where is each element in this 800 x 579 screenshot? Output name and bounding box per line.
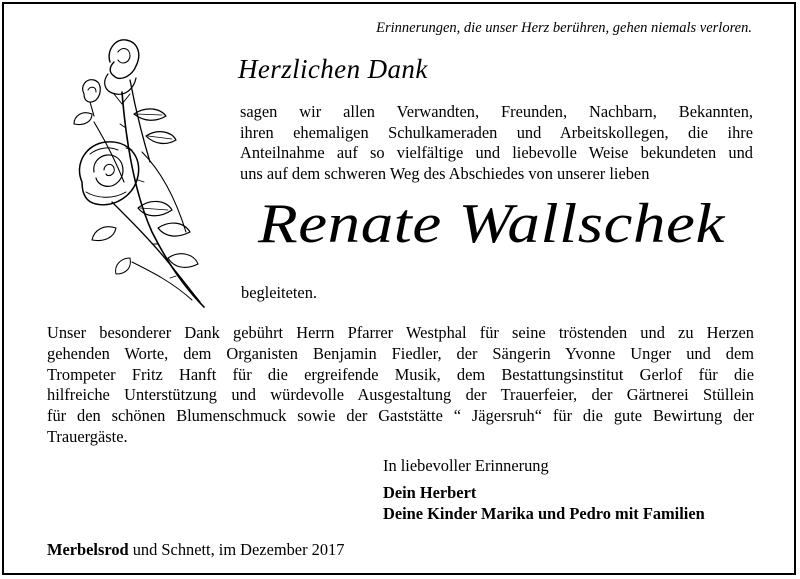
intro-line: Anteilnahme auf so vielfältige und liebevolle Weise bekundeten und xyxy=(240,143,753,163)
intro-paragraph xyxy=(240,102,753,184)
thanks-line: gehenden Worte, dem Organisten Benjamin Fiedler, der Sängerin Yvonne Unger und dem xyxy=(47,343,754,363)
signers xyxy=(383,483,705,524)
heading-thanks: Herzlichen Dank xyxy=(238,54,428,84)
signer-line: Deine Kinder Marika und Pedro mit Familien xyxy=(383,503,705,523)
signer-line: Dein Herbert xyxy=(383,483,477,502)
thanks-paragraph xyxy=(47,323,754,448)
thanks-line: für den schönen Blumenschmuck sowie der Gaststätte “ Jägersruh“ für die gute Bewirtung der xyxy=(47,406,754,426)
thanks-line: Unser besonderer Dank gebührt Herrn Pfarrer Westphal für seine tröstenden und zu Herzen xyxy=(47,323,754,342)
deceased-name: Renate Wallschek xyxy=(258,193,725,255)
intro-line: sagen wir allen Verwandten, Freunden, Nachbarn, Bekannten, xyxy=(240,102,753,121)
place-date-rest: und Schnett, im Dezember 2017 xyxy=(128,540,345,559)
place-date-line xyxy=(47,540,344,560)
thanks-line: hilfreiche Unterstützung und würdevolle Ausgestaltung der Trauerfeier, der Gärtnerei Stüllein xyxy=(47,385,754,405)
accompanied-text: begleiteten. xyxy=(241,283,317,302)
thanks-line: Trauergäste. xyxy=(47,426,128,446)
closing-phrase: In liebevoller Erinnerung xyxy=(383,456,549,475)
intro-line: ihren ehemaligen Schulkameraden und Arbeitskollegen, die ihre xyxy=(240,122,753,142)
place-name: Merbelsrod xyxy=(47,540,129,559)
thanks-line: Trompeter Fritz Hanft für die ergreifende Musik, dem Bestattungsinstitut Gerlof für die xyxy=(47,364,754,384)
motto: Erinnerungen, die unser Herz berühren, gehen niemals verloren. xyxy=(376,20,752,36)
intro-line: uns auf dem schweren Weg des Abschiedes von unserer lieben xyxy=(240,163,650,183)
rose-illustration xyxy=(72,32,212,312)
